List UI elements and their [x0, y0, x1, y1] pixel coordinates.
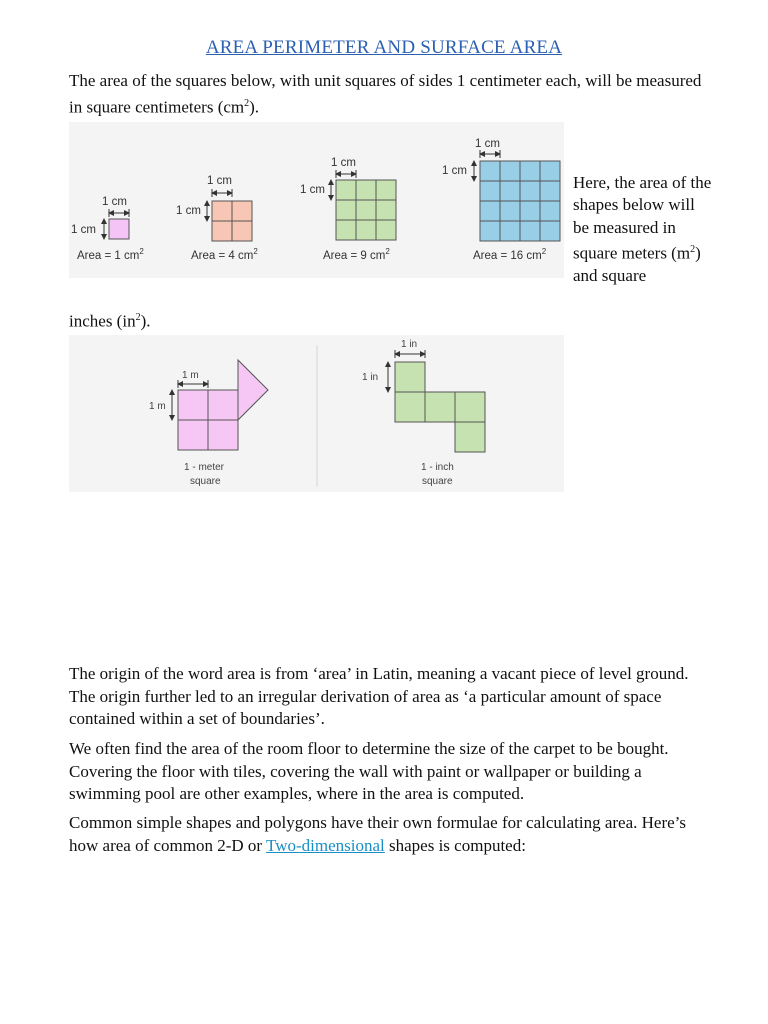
floor-paragraph: We often find the area of the room floor to determine the size of the carpet to be bought. Covering the floor with tiles, covering the wall with paint or wallpaper or building a swimming pool are other examples, where in the area is computed. — [69, 739, 669, 803]
width-label: 1 cm — [102, 196, 127, 208]
inch-cell — [395, 362, 425, 392]
unit-square-cell — [500, 161, 520, 181]
area-label: Area = 4 $cm^2$ — [191, 247, 258, 262]
inch-square-shape — [395, 362, 485, 452]
meter-cell — [178, 420, 208, 450]
side-unit-power: 2 — [690, 244, 696, 256]
side-text-end: ) and square — [573, 243, 701, 286]
unit-squares-figure — [69, 122, 564, 278]
inch-caption-line1: 1 - inch — [421, 462, 454, 473]
square-1cm-group — [71, 196, 144, 262]
unit-square-cell — [480, 161, 500, 181]
square-4cm — [212, 201, 252, 241]
unit-square-cell — [540, 161, 560, 181]
width-label: 1 cm — [207, 175, 232, 187]
origin-paragraph: The origin of the word area is from ‘area’ in Latin, meaning a vacant piece of level ground. The origin further led to an irregular derivation of area as ‘a particular amount of space contained within a set of boundaries’. — [69, 664, 689, 728]
intro-text-end: ). — [249, 97, 260, 117]
inch-cell — [425, 392, 455, 422]
inches-text: inches (in — [69, 311, 136, 331]
intro-unit-power: 2 — [244, 97, 250, 109]
inches-text-end: ). — [140, 311, 151, 331]
unit-square-cell — [500, 201, 520, 221]
square-1cm — [109, 219, 129, 239]
meter-height-label: 1 m — [149, 401, 166, 412]
unit-square-cell — [540, 201, 560, 221]
inch-cell — [395, 392, 425, 422]
unit-square-cell — [540, 221, 560, 241]
inch-cell — [455, 422, 485, 452]
square-16cm-group — [442, 138, 560, 262]
unit-square-cell — [520, 201, 540, 221]
unit-square-cell — [336, 180, 356, 200]
square-16cm — [480, 161, 560, 241]
unit-square-cell — [336, 200, 356, 220]
inch-height-label: 1 in — [362, 372, 379, 383]
unit-square-cell — [232, 201, 252, 221]
unit-square-cell — [376, 200, 396, 220]
meter-width-label: 1 m — [182, 370, 199, 381]
unit-square-cell — [480, 221, 500, 241]
unit-square-cell — [540, 181, 560, 201]
arrow-triangle-shape — [238, 360, 268, 420]
common-shapes-text-end: shapes is computed: — [384, 835, 526, 855]
inches-line — [69, 307, 151, 333]
side-text: Here, the area of the shapes below will be measured in square meters (m — [573, 173, 712, 263]
unit-square-cell — [212, 201, 232, 221]
unit-square-cell — [376, 180, 396, 200]
width-label: 1 cm — [331, 157, 356, 169]
square-9cm-group — [300, 157, 396, 262]
inches-unit-power: 2 — [135, 312, 141, 323]
height-label: 1 cm — [71, 224, 96, 236]
meter-cell — [178, 390, 208, 420]
height-label: 1 cm — [176, 205, 201, 217]
meter-caption-line2: square — [190, 476, 221, 487]
unit-square-cell — [520, 181, 540, 201]
unit-square-cell — [500, 181, 520, 201]
inch-caption-line2: square — [422, 476, 453, 487]
unit-square-cell — [520, 221, 540, 241]
intro-paragraph — [69, 70, 709, 119]
width-label: 1 cm — [475, 138, 500, 150]
unit-square-cell — [232, 221, 252, 241]
area-label: Area = 16 $cm^2$ — [473, 247, 547, 262]
inch-width-label: 1 in — [401, 339, 418, 350]
unit-squares-svg — [69, 122, 564, 278]
unit-square-cell — [480, 181, 500, 201]
side-paragraph — [573, 172, 713, 288]
meter-cell — [208, 420, 238, 450]
unit-square-cell — [336, 220, 356, 240]
intro-text: The area of the squares below, with unit squares of sides 1 centimeter each, will be measured in square centimeters (cm — [69, 71, 702, 117]
unit-square-cell — [356, 200, 376, 220]
height-label: 1 cm — [300, 184, 325, 196]
page-title: AREA PERIMETER AND SURFACE AREA — [205, 37, 563, 58]
inch-cell — [455, 392, 485, 422]
unit-square-cell — [356, 220, 376, 240]
area-label: Area = 9 $cm^2$ — [323, 247, 390, 262]
common-shapes-text: Common simple shapes and polygons have their own formulae for calculating area. Here’s how area of common 2-D or — [69, 813, 687, 855]
unit-square-cell — [212, 221, 232, 241]
unit-square-cell — [520, 161, 540, 181]
meter-cell — [208, 390, 238, 420]
common-shapes-paragraph — [69, 812, 709, 857]
square-4cm-group — [176, 175, 258, 262]
unit-square-cell — [480, 201, 500, 221]
meter-inch-figure — [69, 335, 564, 492]
meter-caption-line1: 1 - meter — [184, 462, 225, 473]
meter-inch-svg — [69, 335, 564, 492]
unit-square-cell — [500, 221, 520, 241]
area-label: Area = 1 $cm^2$ — [77, 247, 144, 262]
height-label: 1 cm — [442, 165, 467, 177]
unit-square-cell — [376, 220, 396, 240]
two-dimensional-link[interactable]: Two-dimensional — [266, 835, 385, 855]
unit-square-cell — [356, 180, 376, 200]
square-9cm — [336, 180, 396, 240]
